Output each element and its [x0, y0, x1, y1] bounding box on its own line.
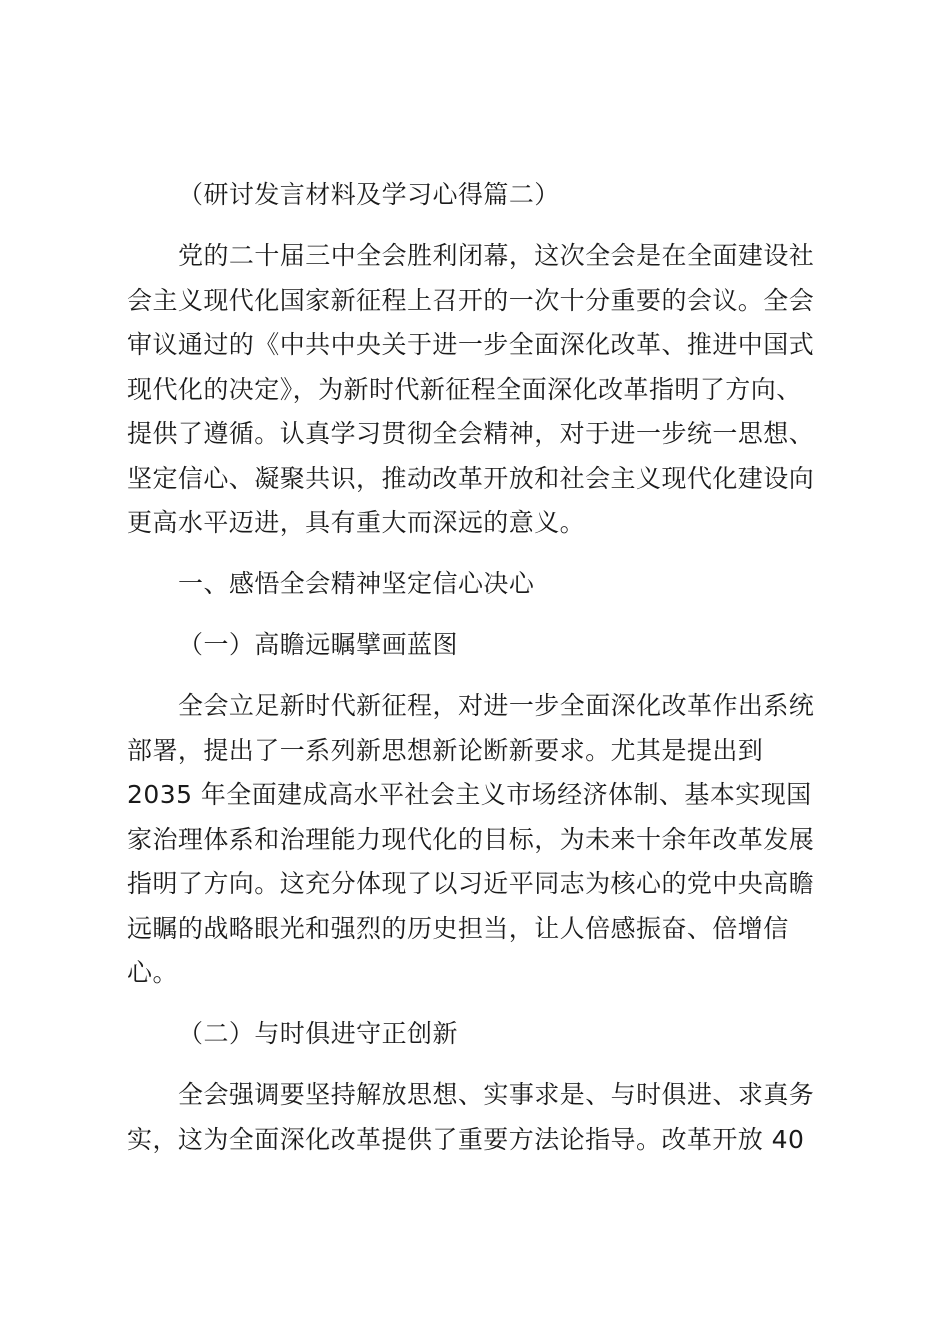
paragraph-line: 家治理体系和治理能力现代化的目标，为未来十余年改革发展: [127, 825, 815, 854]
paragraph-line: 全会强调要坚持解放思想、实事求是、与时俱进、求真务: [178, 1080, 815, 1109]
paragraph-line: 提供了遵循。认真学习贯彻全会精神，对于进一步统一思想、: [127, 419, 815, 448]
paragraph-line: 全会立足新时代新征程，对进一步全面深化改革作出系统: [178, 691, 815, 720]
paragraph-line: 心。: [127, 958, 178, 987]
paragraph-line: 更高水平迈进，具有重大而深远的意义。: [127, 508, 586, 537]
paragraph-line: 党的二十届三中全会胜利闭幕，这次全会是在全面建设社: [178, 241, 815, 270]
paragraph-line: 指明了方向。这充分体现了以习近平同志为核心的党中央高瞻: [127, 869, 815, 898]
document-subtitle: （研讨发言材料及学习心得篇二）: [178, 180, 560, 209]
paragraph-line: 2035 年全面建成高水平社会主义市场经济体制、基本实现国: [127, 780, 812, 809]
section-heading: 一、感悟全会精神坚定信心决心: [178, 569, 535, 598]
subsection-heading: （一）高瞻远瞩擘画蓝图: [178, 630, 458, 659]
paragraph-line: 实，这为全面深化改革提供了重要方法论指导。改革开放 40: [127, 1125, 805, 1154]
paragraph-line: 部署，提出了一系列新思想新论断新要求。尤其是提出到: [127, 736, 764, 765]
paragraph-line: 现代化的决定》，为新时代新征程全面深化改革指明了方向、: [127, 375, 802, 404]
paragraph-line: 坚定信心、凝聚共识，推动改革开放和社会主义现代化建设向: [127, 464, 815, 493]
paragraph-line: 远瞩的战略眼光和强烈的历史担当，让人倍感振奋、倍增信: [127, 914, 789, 943]
paragraph-line: 会主义现代化国家新征程上召开的一次十分重要的会议。全会: [127, 286, 815, 315]
subsection-heading: （二）与时俱进守正创新: [178, 1019, 458, 1048]
paragraph-line: 审议通过的《中共中央关于进一步全面深化改革、推进中国式: [127, 330, 815, 359]
